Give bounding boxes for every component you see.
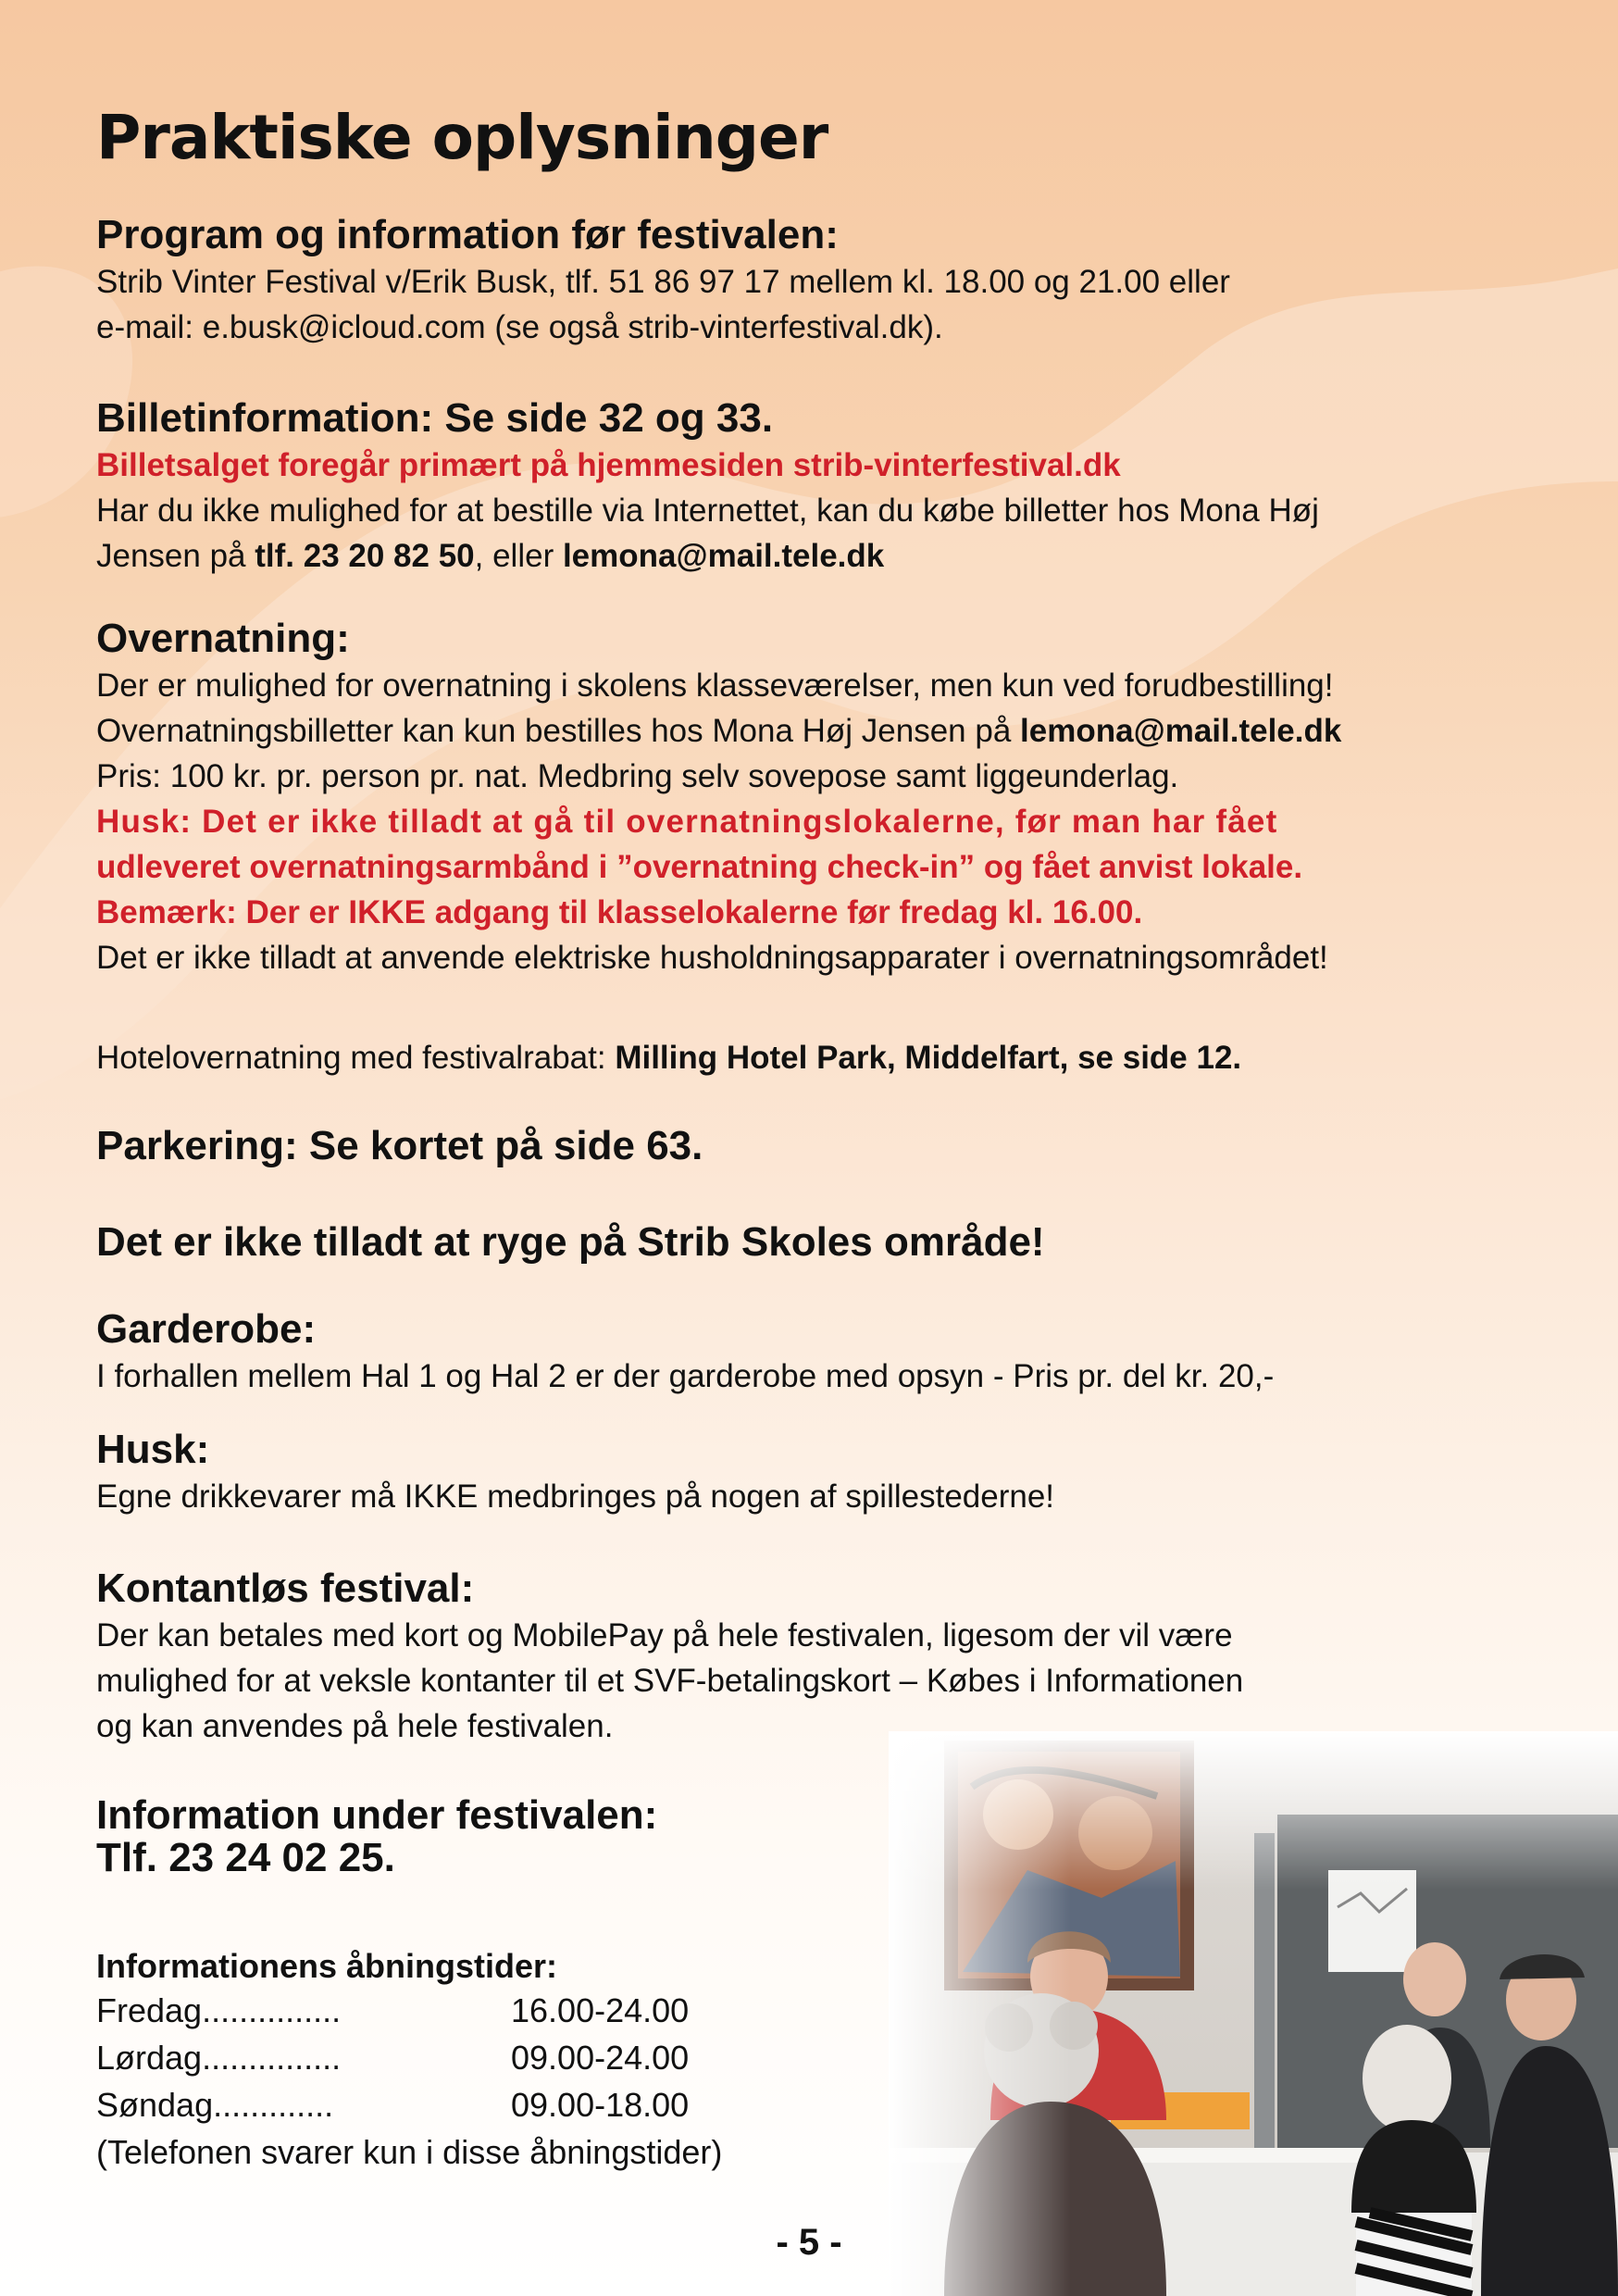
hours-row xyxy=(96,2034,892,2081)
billet-heading: Billetinformation: Se side 32 og 33. xyxy=(96,395,774,441)
info-section xyxy=(96,1794,892,1879)
hours-heading: Informationens åbningstider: xyxy=(96,1947,558,1985)
husk-heading: Husk: xyxy=(96,1427,210,1472)
garderobe-text: I forhallen mellem Hal 1 og Hal 2 er der garderobe med opsyn - Pris pr. del kr. 20,- xyxy=(96,1358,1275,1394)
page-number: - 5 - xyxy=(776,2222,842,2263)
kontantlos-section xyxy=(96,1565,1540,1749)
program-heading: Program og information før festivalen: xyxy=(96,212,839,257)
info-phone: Tlf. 23 24 02 25. xyxy=(96,1835,395,1880)
hours-time: 16.00-24.00 xyxy=(511,1991,690,2029)
overnatning-bemaerk: Bemærk: Der er IKKE adgang til klasselokalerne før fredag kl. 16.00. xyxy=(96,894,1143,930)
billet-line-1: Har du ikke mulighed for at bestille via Internettet, kan du købe billetter hos Mona Høj xyxy=(96,493,1319,529)
husk-section xyxy=(96,1426,1540,1519)
parkering-heading: Parkering: Se kortet på side 63. xyxy=(96,1123,703,1168)
overnatning-price: Pris: 100 kr. pr. person pr. nat. Medbring selv sovepose samt liggeunderlag. xyxy=(96,758,1179,794)
kontantlos-heading: Kontantløs festival: xyxy=(96,1566,475,1611)
husk-text: Egne drikkevarer må IKKE medbringes på nogen af spillestederne! xyxy=(96,1479,1055,1515)
hotel-name: Milling Hotel Park, Middelfart, se side 12. xyxy=(615,1040,1242,1076)
overnatning-line-1: Der er mulighed for overnatning i skolens klasseværelser, men kun ved forudbestilling! xyxy=(96,668,1334,704)
program-line-2: e-mail: e.busk@icloud.com (se også strib-vinterfestival.dk). xyxy=(96,309,943,345)
hours-note: (Telefonen svarer kun i disse åbningstider) xyxy=(96,2133,723,2171)
hours-section xyxy=(96,1946,892,2176)
billet-line-2-mid: , eller xyxy=(474,538,563,574)
kontantlos-line-3: og kan anvendes på hele festivalen. xyxy=(96,1708,614,1744)
billet-section xyxy=(96,394,1540,579)
festival-info-desk-photo xyxy=(889,1731,1618,2296)
garderobe-section xyxy=(96,1305,1540,1399)
program-line-1: Strib Vinter Festival v/Erik Busk, tlf. 51 86 97 17 mellem kl. 18.00 og 21.00 eller xyxy=(96,264,1230,300)
garderobe-heading: Garderobe: xyxy=(96,1306,317,1352)
hours-time: 09.00-24.00 xyxy=(511,2039,690,2077)
info-heading: Information under festivalen: xyxy=(96,1792,658,1838)
hours-time: 09.00-18.00 xyxy=(511,2086,690,2124)
overnatning-husk-1: Husk: Det er ikke tilladt at gå til overnatningslokalerne, før man har fået xyxy=(96,804,1278,840)
rygning-heading: Det er ikke tilladt at ryge på Strib Skoles område! xyxy=(96,1219,1045,1265)
photo-illustration xyxy=(889,1731,1618,2296)
hours-row xyxy=(96,1987,892,2034)
hours-day: Fredag............... xyxy=(96,1991,342,2029)
hours-day: Søndag............. xyxy=(96,2086,334,2124)
overnatning-section xyxy=(96,615,1540,980)
hours-row xyxy=(96,2081,892,2128)
program-section xyxy=(96,211,1540,350)
hotel-prefix: Hotelovernatning med festivalrabat: xyxy=(96,1040,616,1076)
billet-line-2 xyxy=(96,533,1540,579)
overnatning-heading: Overnatning: xyxy=(96,616,350,661)
overnatning-line-2-prefix: Overnatningsbilletter kan kun bestilles hos Mona Høj Jensen på xyxy=(96,713,1021,749)
overnatning-email: lemona@mail.tele.dk xyxy=(1020,713,1342,749)
billet-phone: tlf. 23 20 82 50 xyxy=(255,538,475,574)
overnatning-husk-2: udleveret overnatningsarmbånd i ”overnatning check-in” og fået anvist lokale. xyxy=(96,849,1303,885)
hours-day: Lørdag............... xyxy=(96,2039,342,2077)
kontantlos-line-1: Der kan betales med kort og MobilePay på hele festivalen, ligesom der vil være xyxy=(96,1617,1233,1653)
billet-email: lemona@mail.tele.dk xyxy=(562,538,885,574)
billet-red-line: Billetsalget foregår primært på hjemmesiden strib-vinterfestival.dk xyxy=(96,447,1121,483)
billet-line-2-prefix: Jensen på xyxy=(96,538,255,574)
overnatning-line-4: Det er ikke tilladt at anvende elektriske husholdningsapparater i overnatningsområdet! xyxy=(96,940,1328,976)
hotel-line xyxy=(96,1035,1540,1080)
kontantlos-line-2: mulighed for at veksle kontanter til et SVF-betalingskort – Købes i Informationen xyxy=(96,1663,1244,1699)
page-title: Praktiske oplysninger xyxy=(96,102,828,173)
overnatning-line-2 xyxy=(96,708,1540,754)
